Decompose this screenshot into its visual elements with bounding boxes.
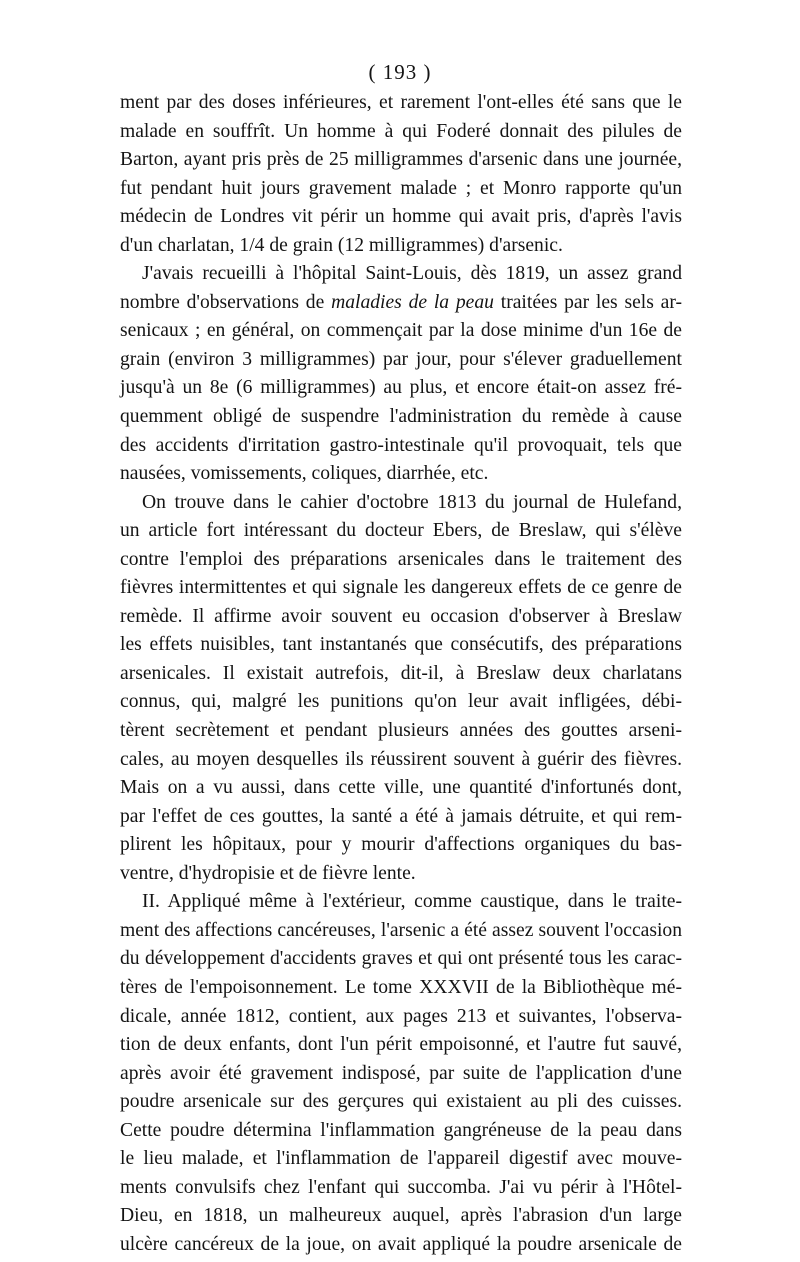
body-text <box>120 89 682 1259</box>
text-line <box>120 289 682 318</box>
text-line: cales, au moyen desquelles ils réussirent souvent à guérir des fièvres. <box>120 748 682 770</box>
text-line: ventre, d'hydropisie et de fièvre lente. <box>120 862 416 884</box>
text-segment: nombre d'observations de <box>120 291 332 313</box>
text-line: J'avais recueilli à l'hôpital Saint-Louis, dès 1819, un assez grand <box>142 263 682 285</box>
text-line: arsenicales. Il existait autrefois, dit-il, à Breslaw deux charlatans <box>120 662 682 684</box>
text-line: un article fort intéressant du docteur Ebers, de Breslaw, qui s'élève <box>120 520 682 542</box>
text-line: Cette poudre détermina l'inflammation gangréneuse de la peau dans <box>120 1119 682 1141</box>
text-line: par l'effet de ces gouttes, la santé a été à jamais détruite, et qui rem- <box>120 805 682 827</box>
text-line: On trouve dans le cahier d'octobre 1813 du journal de Hulefand, <box>142 491 682 513</box>
text-line: d'un charlatan, 1/4 de grain (12 milligrammes) d'arsenic. <box>120 234 563 256</box>
emphasized-text: maladies de la peau <box>331 291 494 313</box>
text-line: ment des affections cancéreuses, l'arsenic a été assez souvent l'occasion <box>120 919 682 941</box>
text-line: après avoir été gravement indisposé, par suite de l'application d'une <box>120 1062 682 1084</box>
text-line: dicale, année 1812, contient, aux pages 213 et suivantes, l'observa- <box>120 1005 682 1027</box>
text-line: du développement d'accidents graves et qui ont présenté tous les carac- <box>120 948 682 970</box>
text-line: Barton, ayant pris près de 25 milligrammes d'arsenic dans une journée, <box>120 149 682 171</box>
text-line: ments convulsifs chez l'enfant qui succomba. J'ai vu périr à l'Hôtel- <box>120 1176 682 1198</box>
text-line: le lieu malade, et l'inflammation de l'appareil digestif avec mouve- <box>120 1148 682 1170</box>
text-line: tion de deux enfants, dont l'un périt empoisonné, et l'autre fut sauvé, <box>120 1034 682 1056</box>
text-line: tèrent secrètement et pendant plusieurs années des gouttes arseni- <box>120 720 682 742</box>
text-line: ment par des doses inférieures, et rarement l'ont-elles été sans que le <box>120 92 682 113</box>
text-line: remède. Il affirme avoir souvent eu occasion d'observer à Breslaw <box>120 605 682 627</box>
text-line: nausées, vomissements, coliques, diarrhée, etc. <box>120 463 489 485</box>
text-line: contre l'emploi des préparations arsenicales dans le traitement des <box>120 548 682 570</box>
text-line: Dieu, en 1818, un malheureux auquel, après l'abrasion d'un large <box>120 1205 682 1227</box>
text-line: les effets nuisibles, tant instantanés que consécutifs, des préparations <box>120 634 682 656</box>
text-line: malade en souffrît. Un homme à qui Foderé donnait des pilules de <box>120 120 682 142</box>
text-line: fièvres intermittentes et qui signale les dangereux effets de ce genre de <box>120 577 682 599</box>
text-line: Mais on a vu aussi, dans cette ville, une quantité d'infortunés dont, <box>120 777 682 799</box>
text-line: II. Appliqué même à l'extérieur, comme caustique, dans le traite- <box>142 891 682 913</box>
text-line: des accidents d'irritation gastro-intestinale qu'il provoquait, tels que <box>120 434 682 456</box>
text-line: fut pendant huit jours gravement malade ; et Monro rapporte qu'un <box>120 177 682 199</box>
text-line: jusqu'à un 8e (6 milligrammes) au plus, et encore était-on assez fré- <box>120 377 682 399</box>
text-line: plirent les hôpitaux, pour y mourir d'affections organiques du bas- <box>120 834 682 856</box>
text-line: poudre arsenicale sur des gerçures qui existaient au pli des cuisses. <box>120 1091 682 1113</box>
text-line: quemment obligé de suspendre l'administration du remède à cause <box>120 406 682 428</box>
text-line: senicaux ; en général, on commençait par la dose minime d'un 16e de <box>120 320 682 342</box>
text-line: grain (environ 3 milligrammes) par jour, pour s'élever graduellement <box>120 348 682 370</box>
text-line: connus, qui, malgré les punitions qu'on leur avait infligées, débi- <box>120 691 682 713</box>
text-line: ulcère cancéreux de la joue, on avait appliqué la poudre arsenicale de <box>120 1233 682 1255</box>
text-line: tères de l'empoisonnement. Le tome XXXVII de la Bibliothèque mé- <box>120 976 682 998</box>
page-number: ( 193 ) <box>368 60 432 84</box>
text-line: médecin de Londres vit périr un homme qui avait pris, d'après l'avis <box>120 206 682 228</box>
text-segment: traitées par les sels ar- <box>493 291 682 313</box>
